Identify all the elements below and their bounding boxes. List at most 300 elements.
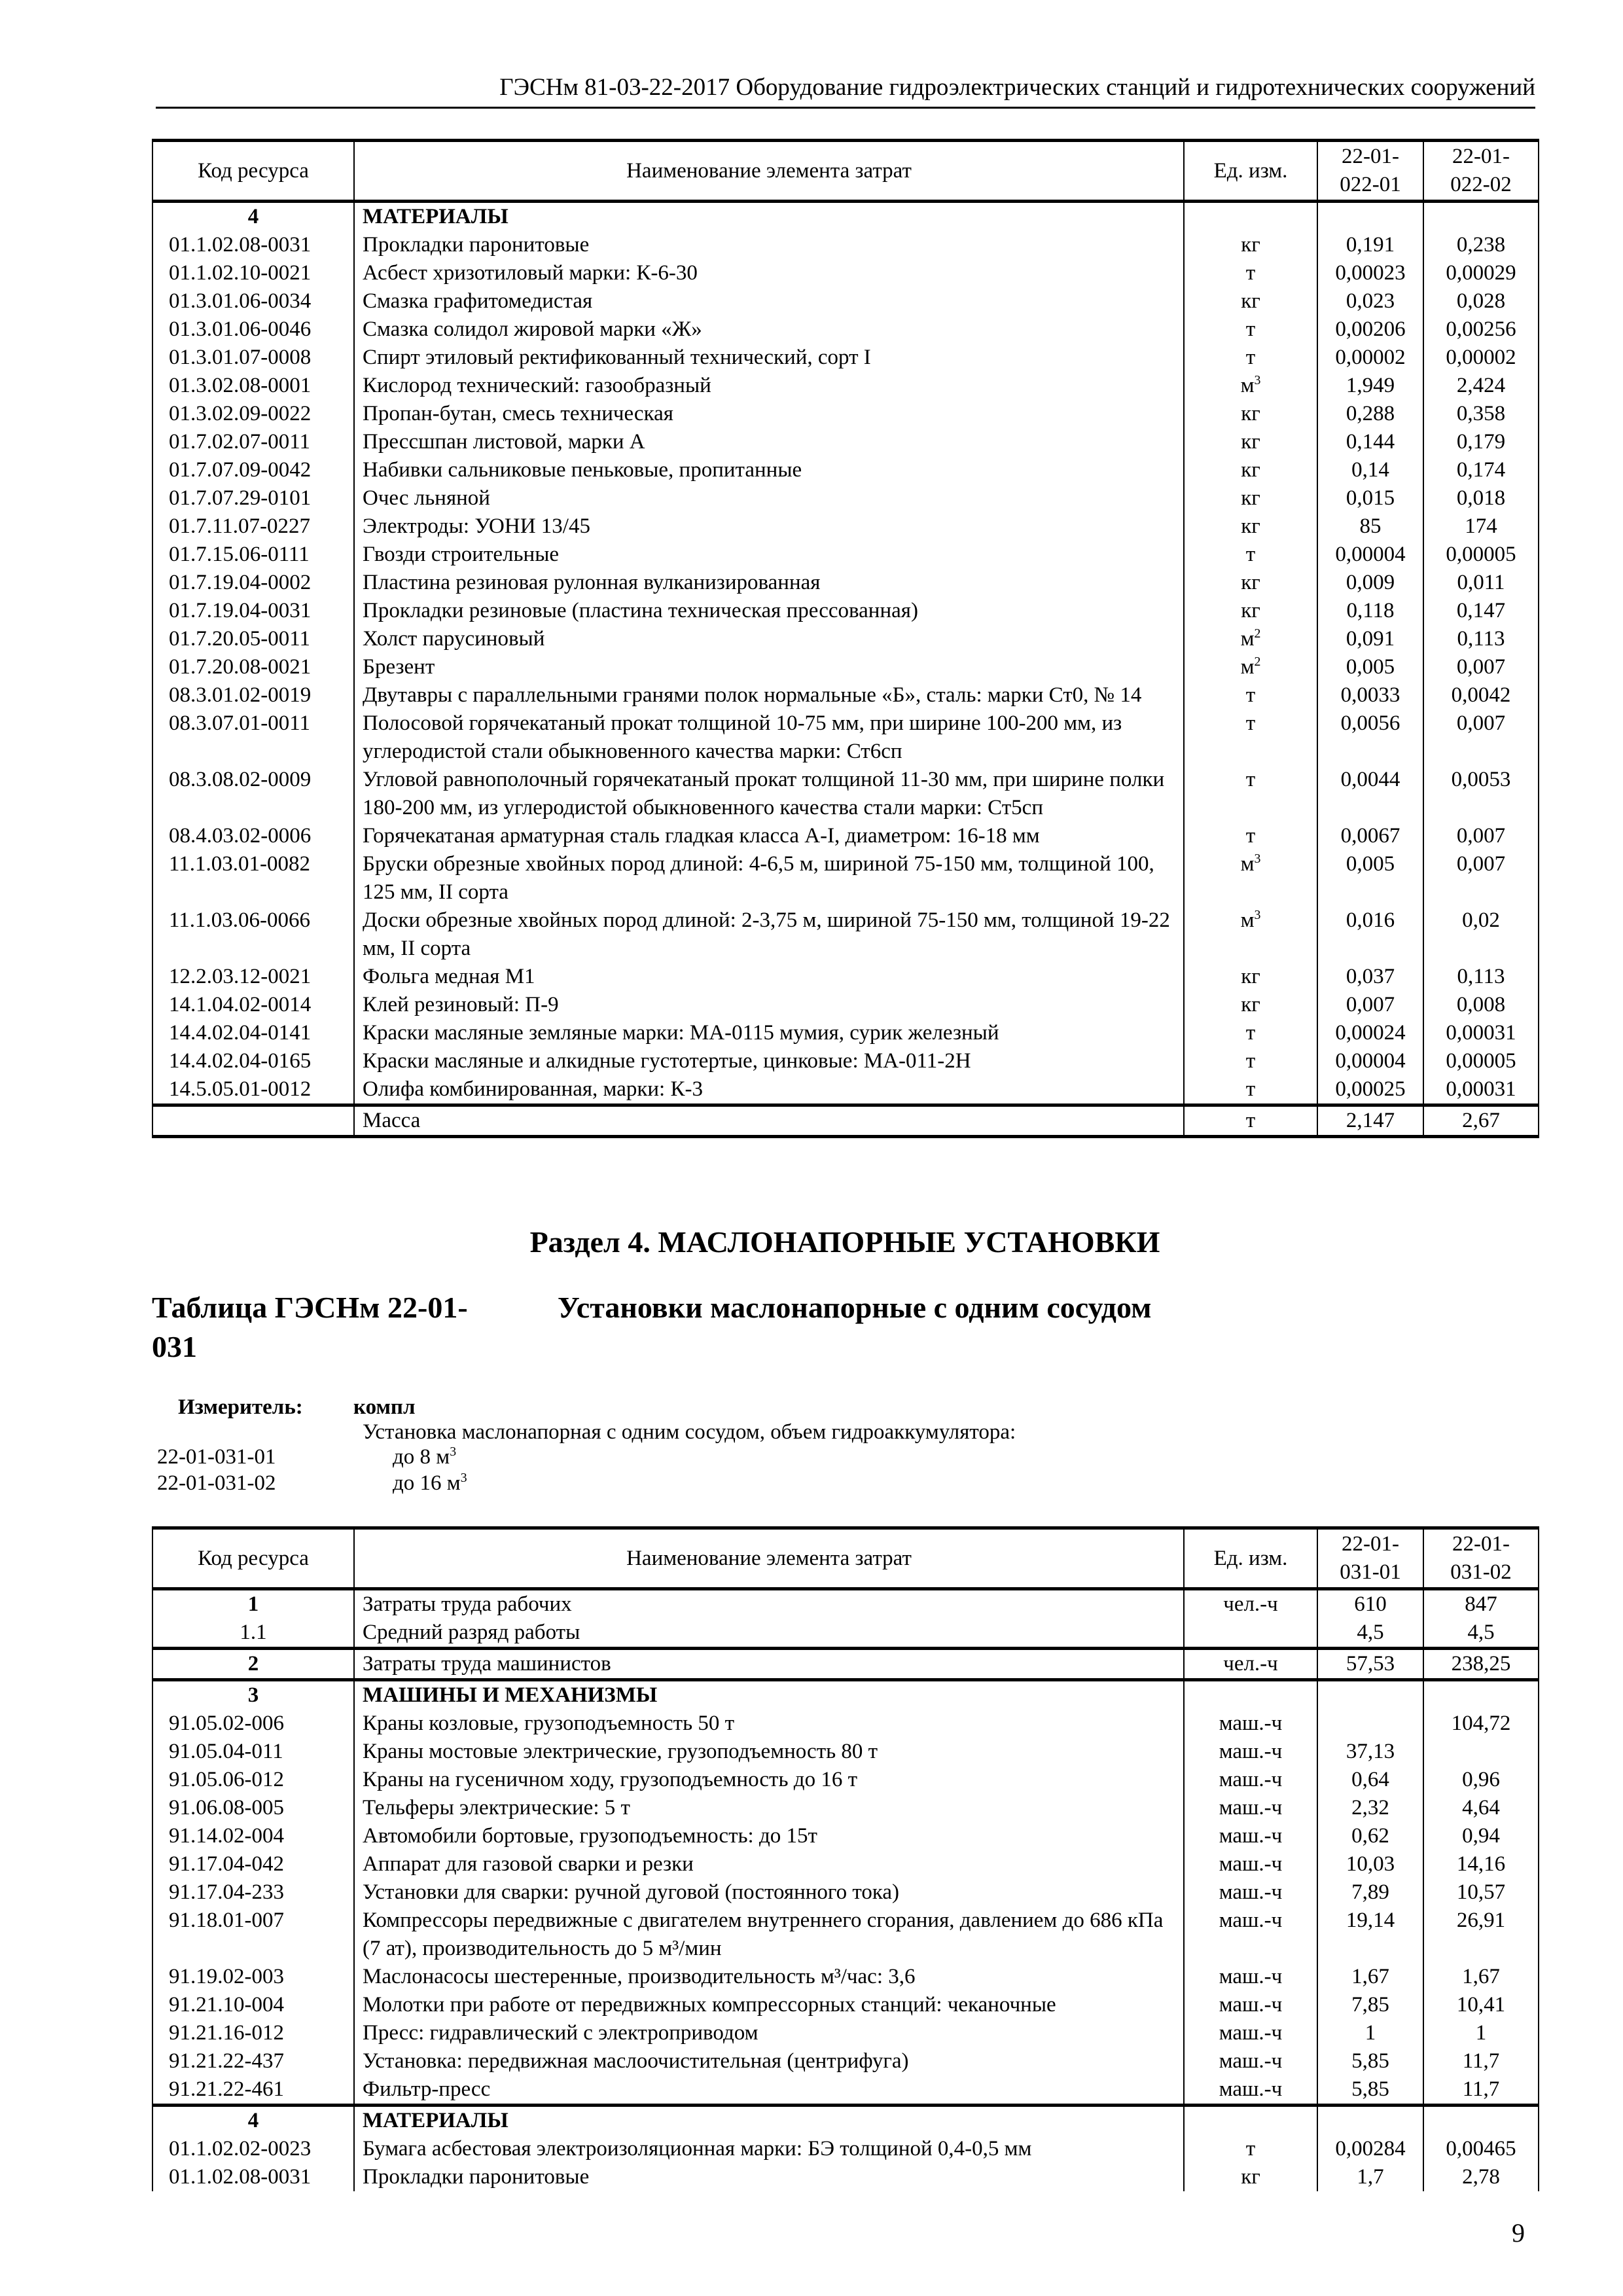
resource-name: Холст парусиновый [354, 625, 1184, 653]
table-row [152, 1963, 1539, 1991]
value-variant-1: 1,67 [1317, 1963, 1423, 1991]
value-variant-1: 0,00206 [1317, 315, 1423, 344]
unit-of-measure: маш.-ч [1184, 1710, 1317, 1738]
unit-of-measure [1184, 1680, 1317, 1710]
resource-name: Бруски обрезные хвойных пород длиной: 4-6,5 м, шириной 75-150 мм, толщиной 100, 125 мм, II сорта [354, 850, 1184, 906]
table-row [152, 2019, 1539, 2047]
value-variant-2: 0,358 [1423, 400, 1539, 428]
value-variant-2: 2,424 [1423, 372, 1539, 400]
resource-name: Краски масляные и алкидные густотертые, цинковые: МА-011-2Н [354, 1047, 1184, 1075]
value-variant-2: 2,78 [1423, 2163, 1539, 2191]
resource-name: Бумага асбестовая электроизоляционная марки: БЭ толщиной 0,4-0,5 мм [354, 2135, 1184, 2163]
value-variant-2 [1423, 1680, 1539, 1710]
value-variant-2: 0,007 [1423, 850, 1539, 906]
table-row [152, 400, 1539, 428]
value-variant-1: 0,62 [1317, 1822, 1423, 1850]
value-variant-1: 0,005 [1317, 653, 1423, 681]
variant-text-2: до 16 $м^3$ [393, 1471, 467, 1495]
resource-code: 08.4.03.02-0006 [152, 822, 354, 850]
value-variant-2: 0,007 [1423, 709, 1539, 766]
table-row [152, 512, 1539, 541]
resource-name: Аппарат для газовой сварки и резки [354, 1850, 1184, 1878]
value-variant-1: 0,14 [1317, 456, 1423, 484]
resource-code: 2 [152, 1649, 354, 1680]
resource-code: 01.7.11.07-0227 [152, 512, 354, 541]
resource-name: Краны на гусеничном ходу, грузоподъемность до 16 т [354, 1766, 1184, 1794]
table-number-line1: Таблица ГЭСНм 22-01- [152, 1291, 468, 1324]
value-variant-2: 0,113 [1423, 625, 1539, 653]
resource-code: 91.21.22-437 [152, 2047, 354, 2075]
value-variant-2: 0,02 [1423, 906, 1539, 963]
table-row [152, 428, 1539, 456]
resource-code: 11.1.03.06-0066 [152, 906, 354, 963]
table-row [152, 681, 1539, 709]
resource-name: МАТЕРИАЛЫ [354, 2106, 1184, 2136]
variant-text-1: до 8 $м^3$ [393, 1444, 457, 1469]
resource-code: 91.17.04-233 [152, 1878, 354, 1907]
value-variant-1: 0,00023 [1317, 259, 1423, 287]
value-variant-2: 4,5 [1423, 1619, 1539, 1649]
running-header: ГЭСНм 81-03-22-2017 Оборудование гидроэлектрических станций и гидротехнических сооружений [499, 74, 1535, 101]
resource-code: 01.3.02.08-0001 [152, 372, 354, 400]
resource-name: Брезент [354, 653, 1184, 681]
resource-code: 91.17.04-042 [152, 1850, 354, 1878]
value-variant-2: 10,41 [1423, 1991, 1539, 2019]
value-variant-1: 0,00004 [1317, 1047, 1423, 1075]
header-variant-1-line1: 22-01- [1342, 1532, 1399, 1556]
resource-code: 91.05.06-012 [152, 1766, 354, 1794]
unit-of-measure: кг [1184, 287, 1317, 315]
unit-of-measure [1184, 2106, 1317, 2136]
unit-of-measure: т [1184, 1047, 1317, 1075]
resource-code: 14.5.05.01-0012 [152, 1075, 354, 1105]
resource-code: 01.3.01.06-0034 [152, 287, 354, 315]
resource-name: Клей резиновый: П-9 [354, 991, 1184, 1019]
resource-code: 01.7.20.05-0011 [152, 625, 354, 653]
resource-code: 01.7.02.07-0011 [152, 428, 354, 456]
value-variant-1: 0,191 [1317, 231, 1423, 259]
value-variant-1: 1,949 [1317, 372, 1423, 400]
header-variant-1-line2: 022-01 [1340, 173, 1401, 196]
table-row [152, 906, 1539, 963]
value-variant-2: 847 [1423, 1589, 1539, 1619]
resource-code: 01.1.02.08-0031 [152, 2163, 354, 2191]
resource-code: 1 [152, 1589, 354, 1619]
unit-of-measure: т [1184, 1075, 1317, 1105]
resource-name: Тельферы электрические: 5 т [354, 1794, 1184, 1822]
unit-of-measure [1184, 202, 1317, 232]
value-variant-1: 4,5 [1317, 1619, 1423, 1649]
table-row [152, 625, 1539, 653]
resource-code: 91.05.02-006 [152, 1710, 354, 1738]
resource-name: Угловой равнополочный горячекатаный прокат толщиной 11-30 мм, при ширине полки 180-200 мм, из углеродистой обыкновенного качества стали марки: Ст5сп [354, 766, 1184, 822]
unit-of-measure: маш.-ч [1184, 1766, 1317, 1794]
unit-of-measure: кг [1184, 484, 1317, 512]
value-variant-1: 0,016 [1317, 906, 1423, 963]
value-variant-2: 0,007 [1423, 653, 1539, 681]
unit-of-measure: т [1184, 344, 1317, 372]
header-code: Код ресурса [152, 141, 354, 202]
resource-table-22-01-022 [152, 139, 1539, 1138]
value-variant-1 [1317, 2106, 1423, 2136]
table-header-row [152, 141, 1539, 202]
resource-code: 01.3.01.06-0046 [152, 315, 354, 344]
resource-code: 01.7.19.04-0002 [152, 569, 354, 597]
page-number: 9 [1512, 2218, 1525, 2248]
group-row [152, 202, 1539, 232]
unit-of-measure: $м^3$ [1184, 906, 1317, 963]
value-variant-2: 0,113 [1423, 963, 1539, 991]
table-row [152, 1710, 1539, 1738]
unit-of-measure: кг [1184, 428, 1317, 456]
value-variant-1: 5,85 [1317, 2047, 1423, 2075]
header-variant-1-line1: 22-01- [1342, 145, 1399, 168]
resource-code: 01.1.02.10-0021 [152, 259, 354, 287]
value-variant-1: 0,00004 [1317, 541, 1423, 569]
group-row [152, 1589, 1539, 1619]
resource-name: Установка: передвижная маслоочистительная (центрифуга) [354, 2047, 1184, 2075]
value-variant-2 [1423, 202, 1539, 232]
resource-code: 91.21.16-012 [152, 2019, 354, 2047]
value-variant-2: 1,67 [1423, 1963, 1539, 1991]
resource-name: Прокладки резиновые (пластина техническая прессованная) [354, 597, 1184, 625]
table-row [152, 850, 1539, 906]
value-variant-1: 0,091 [1317, 625, 1423, 653]
table-row [152, 1991, 1539, 2019]
value-variant-2: 0,007 [1423, 822, 1539, 850]
unit-of-measure: маш.-ч [1184, 2075, 1317, 2106]
table-row [152, 541, 1539, 569]
section-title: Раздел 4. МАСЛОНАПОРНЫЕ УСТАНОВКИ [529, 1225, 1160, 1259]
header-variant-2-line1: 22-01- [1452, 1532, 1510, 1556]
resource-code: 91.05.04-011 [152, 1738, 354, 1766]
resource-code: 91.18.01-007 [152, 1907, 354, 1963]
unit-of-measure: маш.-ч [1184, 1907, 1317, 1963]
resource-code: 1.1 [152, 1619, 354, 1649]
meter-unit: компл [353, 1395, 416, 1419]
value-variant-2: 0,011 [1423, 569, 1539, 597]
table-row [152, 569, 1539, 597]
value-variant-1: 0,007 [1317, 991, 1423, 1019]
value-variant-1: 0,00025 [1317, 1075, 1423, 1105]
table1-body [152, 202, 1539, 1137]
resource-name: Установки для сварки: ручной дуговой (постоянного тока) [354, 1878, 1184, 1907]
value-variant-2: 0,238 [1423, 231, 1539, 259]
unit-of-measure [1184, 1619, 1317, 1649]
meter-label: Измеритель: [178, 1395, 303, 1419]
header-variant-2 [1423, 1528, 1539, 1589]
value-variant-1: 2,32 [1317, 1794, 1423, 1822]
value-variant-2: 14,16 [1423, 1850, 1539, 1878]
value-variant-2 [1423, 1738, 1539, 1766]
unit-of-measure: т [1184, 766, 1317, 822]
value-variant-2: 0,0042 [1423, 681, 1539, 709]
header-name: Наименование элемента затрат [354, 141, 1184, 202]
value-variant-1: 2,147 [1317, 1105, 1423, 1137]
unit-of-measure: т [1184, 259, 1317, 287]
table-row [152, 2075, 1539, 2106]
unit-of-measure: кг [1184, 569, 1317, 597]
resource-name: Двутавры с параллельными гранями полок нормальные «Б», сталь: марки Ст0, № 14 [354, 681, 1184, 709]
table-row [152, 709, 1539, 766]
resource-name: Масса [354, 1105, 1184, 1137]
unit-of-measure: $м^3$ [1184, 850, 1317, 906]
table-row [152, 766, 1539, 822]
resource-name: Затраты труда рабочих [354, 1589, 1184, 1619]
table-row [152, 1822, 1539, 1850]
table-row [152, 2135, 1539, 2163]
value-variant-1: 85 [1317, 512, 1423, 541]
table-row [152, 1878, 1539, 1907]
value-variant-1: 0,00002 [1317, 344, 1423, 372]
unit-of-measure: кг [1184, 456, 1317, 484]
value-variant-1: 5,85 [1317, 2075, 1423, 2106]
unit-of-measure: маш.-ч [1184, 1991, 1317, 2019]
table-number [152, 1288, 492, 1367]
value-variant-1: 7,85 [1317, 1991, 1423, 2019]
value-variant-1: 0,037 [1317, 963, 1423, 991]
value-variant-2: 0,179 [1423, 428, 1539, 456]
value-variant-2: 174 [1423, 512, 1539, 541]
value-variant-2: 11,7 [1423, 2075, 1539, 2106]
unit-of-measure: кг [1184, 963, 1317, 991]
resource-code: 91.06.08-005 [152, 1794, 354, 1822]
value-variant-1: 1 [1317, 2019, 1423, 2047]
value-variant-2: 2,67 [1423, 1105, 1539, 1137]
variant-code-2: 22-01-031-02 [157, 1471, 276, 1495]
group-row [152, 2106, 1539, 2136]
resource-code: 3 [152, 1680, 354, 1710]
value-variant-1: 0,005 [1317, 850, 1423, 906]
table-row [152, 1075, 1539, 1105]
unit-of-measure: т [1184, 1105, 1317, 1137]
table-row [152, 372, 1539, 400]
resource-name: Очес льняной [354, 484, 1184, 512]
resource-code: 01.7.07.09-0042 [152, 456, 354, 484]
unit-of-measure: т [1184, 681, 1317, 709]
table-row [152, 1738, 1539, 1766]
resource-code: 01.3.01.07-0008 [152, 344, 354, 372]
unit-of-measure: маш.-ч [1184, 1963, 1317, 1991]
value-variant-2: 238,25 [1423, 1649, 1539, 1680]
resource-code: 08.3.07.01-0011 [152, 709, 354, 766]
table-row [152, 597, 1539, 625]
value-variant-1: 1,7 [1317, 2163, 1423, 2191]
unit-of-measure: кг [1184, 512, 1317, 541]
resource-code: 4 [152, 202, 354, 232]
resource-code: 4 [152, 2106, 354, 2136]
resource-code: 91.14.02-004 [152, 1822, 354, 1850]
unit-of-measure: $м^3$ [1184, 372, 1317, 400]
header-code: Код ресурса [152, 1528, 354, 1589]
value-variant-1: 0,0044 [1317, 766, 1423, 822]
value-variant-1: 0,009 [1317, 569, 1423, 597]
table-row [152, 231, 1539, 259]
unit-of-measure: маш.-ч [1184, 2047, 1317, 2075]
table-row [152, 484, 1539, 512]
value-variant-2: 0,00465 [1423, 2135, 1539, 2163]
resource-code: 11.1.03.01-0082 [152, 850, 354, 906]
header-variant-2-line2: 031-02 [1450, 1560, 1512, 1584]
value-variant-2: 0,028 [1423, 287, 1539, 315]
resource-name: МАШИНЫ И МЕХАНИЗМЫ [354, 1680, 1184, 1710]
resource-name: Фильтр-пресс [354, 2075, 1184, 2106]
unit-of-measure: т [1184, 2135, 1317, 2163]
header-name: Наименование элемента затрат [354, 1528, 1184, 1589]
table-number-line2: 031 [152, 1330, 197, 1363]
resource-name: Прессшпан листовой, марки А [354, 428, 1184, 456]
value-variant-2: 0,00031 [1423, 1075, 1539, 1105]
table-row [152, 1047, 1539, 1075]
table-row [152, 1907, 1539, 1963]
value-variant-1: 0,00024 [1317, 1019, 1423, 1047]
value-variant-2: 0,174 [1423, 456, 1539, 484]
value-variant-2: 0,00005 [1423, 1047, 1539, 1075]
table-row [152, 653, 1539, 681]
resource-code: 01.7.07.29-0101 [152, 484, 354, 512]
value-variant-1: 0,0056 [1317, 709, 1423, 766]
table-row [152, 315, 1539, 344]
resource-name: Молотки при работе от передвижных компрессорных станций: чеканочные [354, 1991, 1184, 2019]
table-row [152, 259, 1539, 287]
resource-name: Прокладки паронитовые [354, 2163, 1184, 2191]
unit-of-measure: т [1184, 541, 1317, 569]
meter-description: Установка маслонапорная с одним сосудом, объем гидроаккумулятора: [363, 1420, 1016, 1444]
value-variant-2: 0,00031 [1423, 1019, 1539, 1047]
resource-name: Маслонасосы шестеренные, производительность м³/час: 3,6 [354, 1963, 1184, 1991]
unit-of-measure: т [1184, 709, 1317, 766]
header-variant-2-line1: 22-01- [1452, 145, 1510, 168]
header-unit: Ед. изм. [1184, 141, 1317, 202]
value-variant-1: 0,288 [1317, 400, 1423, 428]
value-variant-2: 0,96 [1423, 1766, 1539, 1794]
value-variant-1 [1317, 1680, 1423, 1710]
unit-of-measure: маш.-ч [1184, 1850, 1317, 1878]
resource-name: Краны мостовые электрические, грузоподъемность 80 т [354, 1738, 1184, 1766]
value-variant-2: 1 [1423, 2019, 1539, 2047]
resource-code: 91.21.22-461 [152, 2075, 354, 2106]
value-variant-1 [1317, 202, 1423, 232]
value-variant-1: 19,14 [1317, 1907, 1423, 1963]
resource-name: Кислород технический: газообразный [354, 372, 1184, 400]
resource-name: Фольга медная М1 [354, 963, 1184, 991]
value-variant-1: 7,89 [1317, 1878, 1423, 1907]
variant-code-1: 22-01-031-01 [157, 1445, 276, 1469]
resource-name: Гвозди строительные [354, 541, 1184, 569]
unit-of-measure: маш.-ч [1184, 1822, 1317, 1850]
value-variant-1: 0,00284 [1317, 2135, 1423, 2163]
resource-code: 01.1.02.08-0031 [152, 231, 354, 259]
resource-code: 14.4.02.04-0165 [152, 1047, 354, 1075]
unit-of-measure: кг [1184, 2163, 1317, 2191]
resource-name: Горячекатаная арматурная сталь гладкая класса А-I, диаметром: 16-18 мм [354, 822, 1184, 850]
resource-name: Автомобили бортовые, грузоподъемность: до 15т [354, 1822, 1184, 1850]
resource-name: Пресс: гидравлический с электроприводом [354, 2019, 1184, 2047]
unit-of-measure: кг [1184, 231, 1317, 259]
resource-name: Полосовой горячекатаный прокат толщиной 10-75 мм, при ширине 100-200 мм, из углеродистой стали обыкновенного качества марки: Ст6сп [354, 709, 1184, 766]
value-variant-2: 0,147 [1423, 597, 1539, 625]
table-row [152, 344, 1539, 372]
resource-code: 08.3.08.02-0009 [152, 766, 354, 822]
resource-name: Компрессоры передвижные с двигателем внутреннего сгорания, давлением до 686 кПа (7 ат), производительность до 5 м³/мин [354, 1907, 1184, 1963]
resource-code: 91.19.02-003 [152, 1963, 354, 1991]
unit-of-measure: т [1184, 1019, 1317, 1047]
resource-code: 08.3.01.02-0019 [152, 681, 354, 709]
resource-name: Смазка солидол жировой марки «Ж» [354, 315, 1184, 344]
value-variant-2: 0,008 [1423, 991, 1539, 1019]
table-row [152, 2047, 1539, 2075]
resource-name: Спирт этиловый ректификованный технический, сорт I [354, 344, 1184, 372]
value-variant-1: 57,53 [1317, 1649, 1423, 1680]
unit-of-measure: т [1184, 822, 1317, 850]
table-title: Установки маслонапорные с одним сосудом [558, 1291, 1152, 1324]
table-header-row [152, 1528, 1539, 1589]
value-variant-2: 4,64 [1423, 1794, 1539, 1822]
resource-code: 01.7.20.08-0021 [152, 653, 354, 681]
resource-name: Пропан-бутан, смесь техническая [354, 400, 1184, 428]
table-row [152, 456, 1539, 484]
value-variant-1: 0,015 [1317, 484, 1423, 512]
resource-code [152, 1105, 354, 1137]
value-variant-2: 0,00002 [1423, 344, 1539, 372]
resource-name: Затраты труда машинистов [354, 1649, 1184, 1680]
value-variant-1 [1317, 1710, 1423, 1738]
unit-of-measure: чел.-ч [1184, 1589, 1317, 1619]
resource-code: 01.7.19.04-0031 [152, 597, 354, 625]
unit-of-measure: $м^2$ [1184, 653, 1317, 681]
table-row [152, 1850, 1539, 1878]
header-variant-1 [1317, 141, 1423, 202]
value-variant-2: 0,00029 [1423, 259, 1539, 287]
table-row [152, 1105, 1539, 1137]
resource-name: МАТЕРИАЛЫ [354, 202, 1184, 232]
value-variant-2: 0,94 [1423, 1822, 1539, 1850]
table-row [152, 991, 1539, 1019]
unit-of-measure: т [1184, 315, 1317, 344]
value-variant-2: 0,00256 [1423, 315, 1539, 344]
unit-of-measure: маш.-ч [1184, 1738, 1317, 1766]
resource-name: Пластина резиновая рулонная вулканизированная [354, 569, 1184, 597]
unit-of-measure: маш.-ч [1184, 1794, 1317, 1822]
header-variant-1-line2: 031-01 [1340, 1560, 1401, 1584]
resource-name: Набивки сальниковые пеньковые, пропитанные [354, 456, 1184, 484]
header-rule [156, 107, 1535, 109]
resource-code: 14.4.02.04-0141 [152, 1019, 354, 1047]
value-variant-1: 610 [1317, 1589, 1423, 1619]
unit-of-measure: кг [1184, 400, 1317, 428]
resource-code: 91.21.10-004 [152, 1991, 354, 2019]
resource-name: Прокладки паронитовые [354, 231, 1184, 259]
resource-name: Электроды: УОНИ 13/45 [354, 512, 1184, 541]
value-variant-1: 10,03 [1317, 1850, 1423, 1878]
resource-table-22-01-031 [152, 1526, 1539, 2191]
table-row [152, 2163, 1539, 2191]
resource-name: Асбест хризотиловый марки: К-6-30 [354, 259, 1184, 287]
unit-of-measure: кг [1184, 597, 1317, 625]
value-variant-2: 11,7 [1423, 2047, 1539, 2075]
value-variant-1: 0,0033 [1317, 681, 1423, 709]
group-row [152, 1649, 1539, 1680]
resource-name: Доски обрезные хвойных пород длиной: 2-3,75 м, шириной 75-150 мм, толщиной 19-22 мм, II сорта [354, 906, 1184, 963]
value-variant-2: 10,57 [1423, 1878, 1539, 1907]
table-row [152, 1766, 1539, 1794]
table-row [152, 1019, 1539, 1047]
table-row [152, 287, 1539, 315]
unit-of-measure: кг [1184, 991, 1317, 1019]
header-variant-2-line2: 022-02 [1450, 173, 1512, 196]
resource-name: Олифа комбинированная, марки: К-3 [354, 1075, 1184, 1105]
value-variant-1: 0,023 [1317, 287, 1423, 315]
